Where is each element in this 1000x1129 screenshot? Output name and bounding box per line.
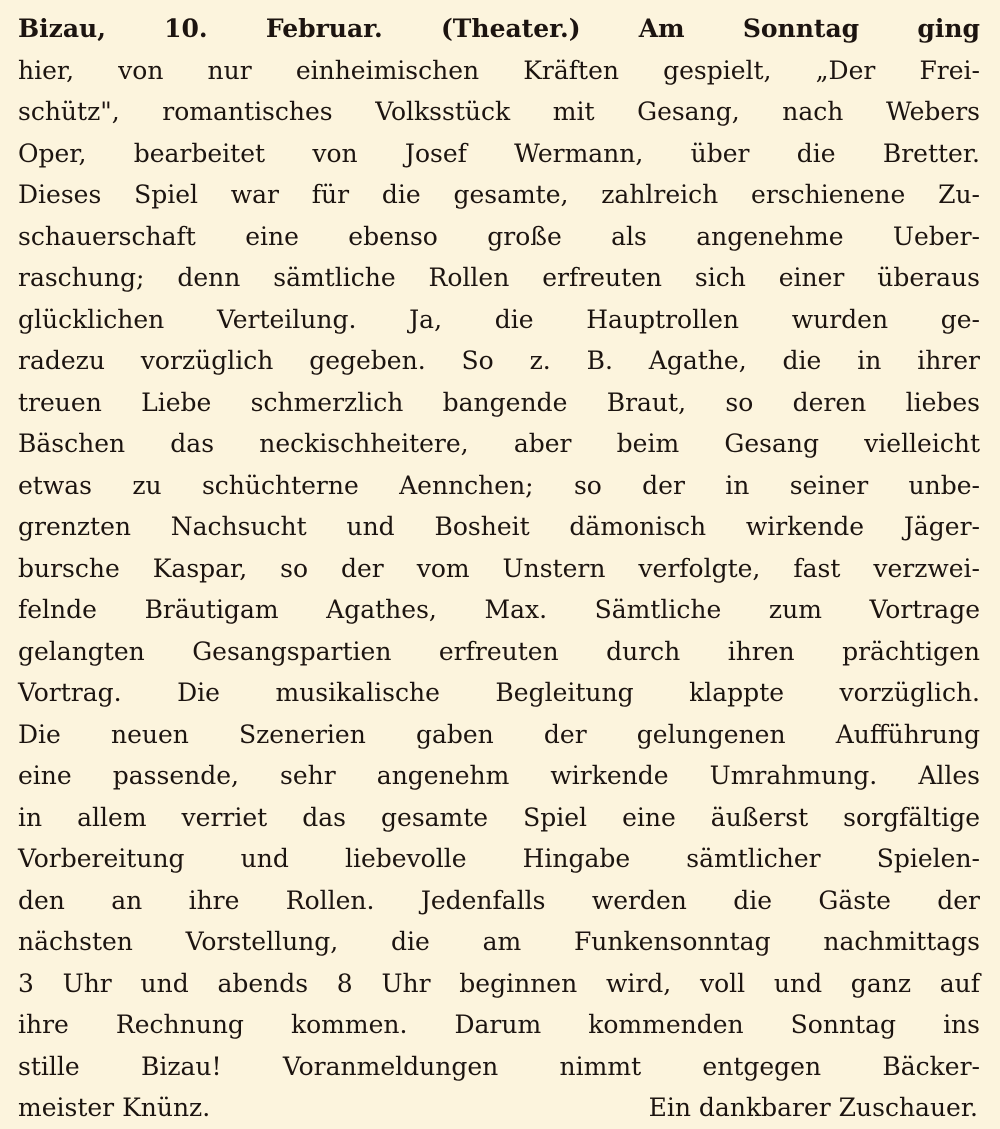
article-line: radezu vorzüglich gegeben. So z. B. Agathe, die in ihrer — [18, 346, 980, 375]
article-line: stille Bizau! Voranmeldungen nimmt entgegen Bäcker- — [18, 1051, 980, 1081]
article-line: schauerschaft eine ebenso große als angenehme Ueber- — [18, 221, 980, 251]
article-line: gelangten Gesangspartien erfreuten durch ihren prächtigen — [18, 636, 980, 666]
article-line: Vorbereitung und liebevolle Hingabe sämtlicher Spielen- — [18, 844, 980, 873]
article-line: in allem verriet das gesamte Spiel eine äußerst sorgfältige — [18, 802, 980, 832]
article-line: etwas zu schüchterne Aennchen; so der in seiner unbe- — [18, 470, 980, 500]
article-line: 3 Uhr und abends 8 Uhr beginnen wird, voll und ganz auf — [18, 968, 980, 998]
article-line: grenzten Nachsucht und Bosheit dämonisch wirkende Jäger- — [18, 512, 980, 541]
article-line: Oper, bearbeitet von Josef Wermann, über die Bretter. — [18, 138, 980, 168]
article-line: Bäschen das neckischheitere, aber beim Gesang vielleicht — [18, 429, 980, 458]
article-line: treuen Liebe schmerzlich bangende Braut, so deren liebes — [18, 387, 980, 417]
article-line: schütz", romantisches Volksstück mit Gesang, nach Webers — [18, 97, 980, 126]
article-line: eine passende, sehr angenehm wirkende Umrahmung. Alles — [18, 761, 980, 790]
article-line: Vortrag. Die musikalische Begleitung klappte vorzüglich. — [18, 678, 980, 707]
article-line: felnde Bräutigam Agathes, Max. Sämtliche zum Vortrage — [18, 595, 980, 624]
article-line: glücklichen Verteilung. Ja, die Hauptrollen wurden ge- — [18, 304, 980, 334]
article-line: meister Knünz. — [18, 1093, 211, 1122]
article-line: Die neuen Szenerien gaben der gelungenen Aufführung — [18, 719, 980, 749]
article-last-line — [18, 1087, 980, 1129]
article-line: den an ihre Rollen. Jedenfalls werden die Gäste der — [18, 885, 980, 915]
article-line: raschung; denn sämtliche Rollen erfreuten sich einer überaus — [18, 263, 980, 292]
article-line: Bizau, 10. Februar. (Theater.) Am Sonntag ging — [18, 14, 980, 43]
article-line: bursche Kaspar, so der vom Unstern verfolgte, fast verzwei- — [18, 553, 980, 583]
article-line: nächsten Vorstellung, die am Funkensonntag nachmittags — [18, 927, 980, 956]
article-line: Dieses Spiel war für die gesamte, zahlreich erschienene Zu- — [18, 180, 980, 209]
signature: Ein dankbarer Zuschauer. — [648, 1093, 978, 1122]
article-line: ihre Rechnung kommen. Darum kommenden Sonntag ins — [18, 1010, 980, 1039]
article-line: hier, von nur einheimischen Kräften gespielt, „Der Frei- — [18, 55, 980, 85]
